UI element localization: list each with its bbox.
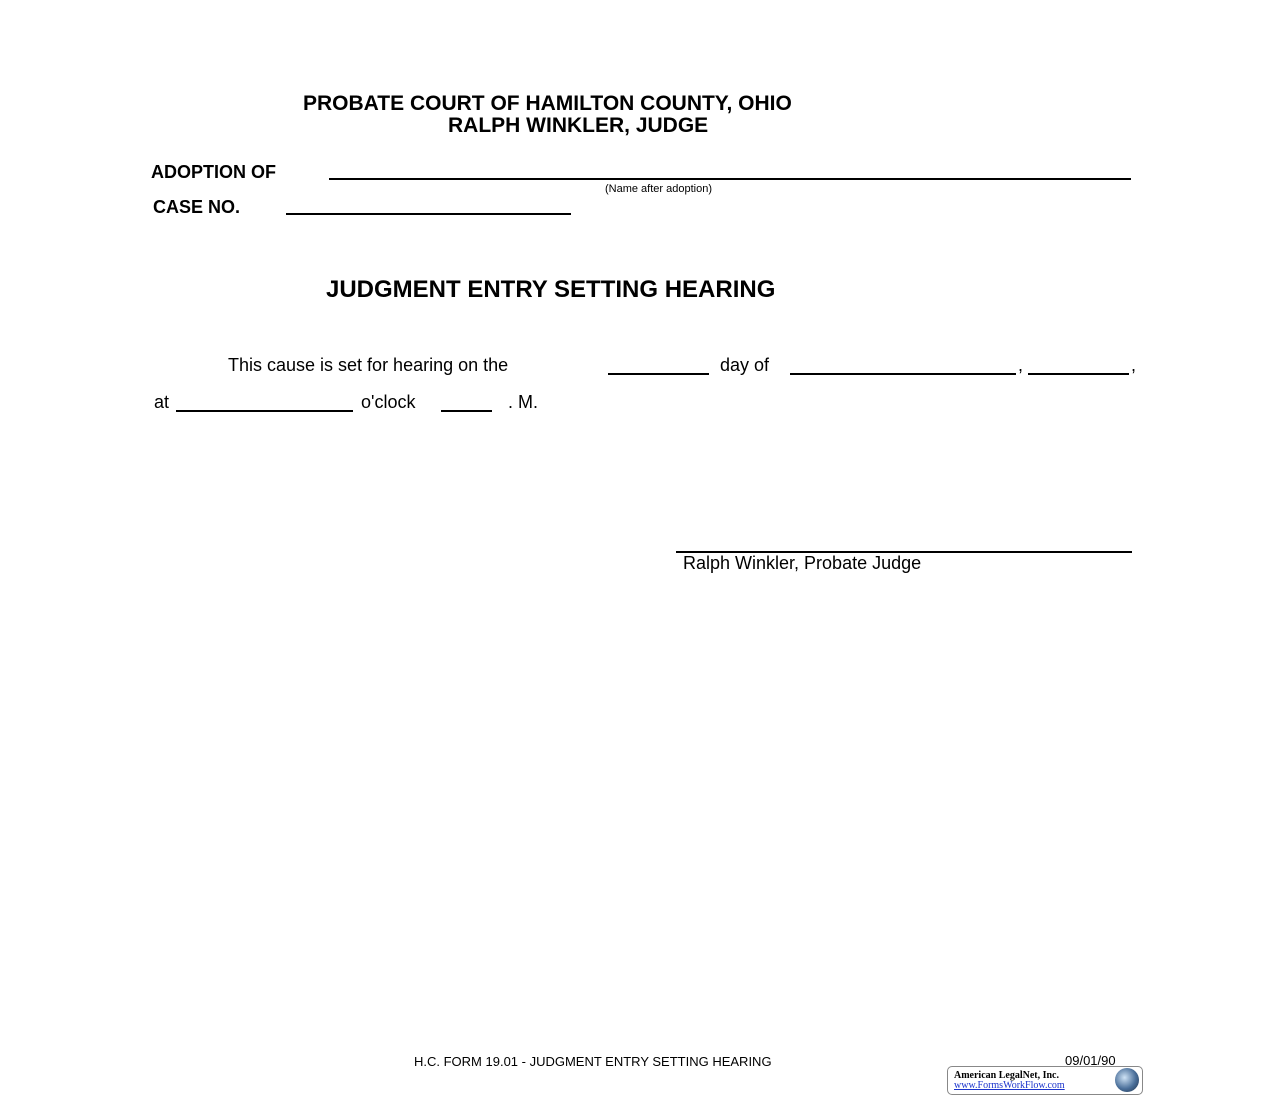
day-field[interactable]: [608, 373, 709, 375]
body-text-1: This cause is set for hearing on the: [228, 355, 509, 375]
document-title: JUDGMENT ENTRY SETTING HEARING: [326, 276, 776, 303]
am-pm-field[interactable]: [441, 410, 492, 412]
judge-name: RALPH WINKLER, JUDGE: [448, 114, 709, 137]
body-text-2: day of: [720, 355, 770, 375]
case-number-field[interactable]: [286, 213, 571, 215]
court-name: PROBATE COURT OF HAMILTON COUNTY, OHIO: [303, 92, 792, 115]
adoption-name-field[interactable]: [329, 178, 1131, 180]
legalnet-logo: [947, 1066, 1143, 1095]
signature-name: Ralph Winkler, Probate Judge: [683, 553, 922, 573]
adoption-label: ADOPTION OF: [151, 162, 276, 182]
form-date: 09/01/90: [1065, 1053, 1116, 1068]
body-text-4: o'clock: [361, 392, 416, 412]
form-footer: H.C. FORM 19.01 - JUDGMENT ENTRY SETTING HEARING: [414, 1054, 772, 1069]
logo-url[interactable]: www.FormsWorkFlow.com: [954, 1080, 1065, 1091]
year-field[interactable]: [1028, 373, 1129, 375]
month-field[interactable]: [790, 373, 1016, 375]
case-label: CASE NO.: [153, 197, 241, 217]
comma: ,: [1018, 355, 1024, 375]
body-text-3: at: [154, 392, 170, 412]
comma: ,: [1131, 355, 1137, 375]
body-text-5: . M.: [508, 392, 538, 412]
globe-icon: [1115, 1068, 1139, 1092]
logo-name: American LegalNet, Inc.: [954, 1070, 1059, 1081]
time-field[interactable]: [176, 410, 353, 412]
adoption-hint: (Name after adoption): [605, 183, 712, 195]
